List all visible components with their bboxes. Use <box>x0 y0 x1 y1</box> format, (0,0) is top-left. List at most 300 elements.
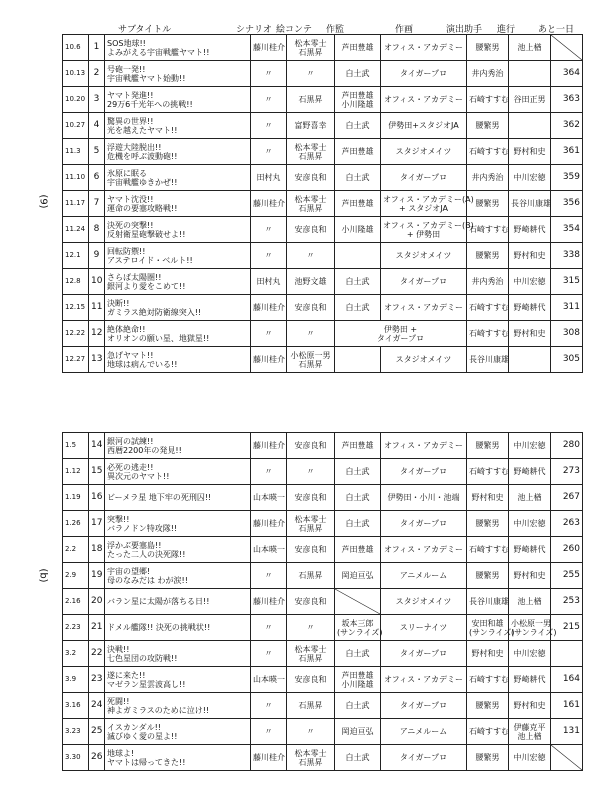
episode-title <box>105 165 251 191</box>
table-row <box>63 693 583 719</box>
studio-cell <box>381 61 467 87</box>
studio-line: オフィス・アカデミー(B) <box>383 220 474 230</box>
header-assistdir: 演出助手 <box>446 25 483 35</box>
assistdir-cell <box>467 113 509 139</box>
scenario-cell <box>251 667 287 693</box>
animdir-line: 芦田豊雄 <box>341 90 374 100</box>
scenario-line: 〃 <box>264 727 273 736</box>
episode-number: 2 <box>89 61 105 87</box>
title-line: 宇宙戦艦ゆきかぜ!! <box>107 177 178 187</box>
progress-line: 野村和史 <box>513 329 546 338</box>
remaining-days: 308 <box>551 321 583 347</box>
episode-number: 16 <box>89 485 105 511</box>
title-line: 急げヤマト!! <box>107 350 154 360</box>
progress-cell <box>509 321 551 347</box>
assistdir-line: 腰繁男 <box>475 571 500 580</box>
progress-cell <box>509 295 551 321</box>
title-line: バラン星に太陽が落ちる日!! <box>107 597 210 606</box>
storyboard-line: 石黒昇 <box>298 757 323 767</box>
animdir-line: タイガープロ <box>376 333 425 343</box>
progress-line: 長谷川康雄 <box>511 199 551 208</box>
assistdir-line: 井内秀治 <box>471 277 504 286</box>
animdir-line: 白土武 <box>345 753 370 762</box>
storyboard-line: 〃 <box>306 467 315 476</box>
progress-cell <box>509 35 551 61</box>
assistdir-line: 石崎すすむ <box>469 727 510 736</box>
episode-number: 10 <box>89 269 105 295</box>
scenario-line: 藤川桂介 <box>253 441 285 450</box>
air-date: 1.26 <box>63 511 89 537</box>
studio-line: + 伊勢田 <box>406 229 441 239</box>
storyboard-cell <box>287 217 335 243</box>
scenario-line: 〃 <box>264 623 273 632</box>
air-date: 2.2 <box>63 537 89 563</box>
remaining-days: 356 <box>551 191 583 217</box>
assistdir-cell <box>467 511 509 537</box>
studio-line: 伊勢田・小川・池端 <box>387 493 460 502</box>
animdir-cell <box>335 667 381 693</box>
schedule-table-top <box>62 34 583 373</box>
scenario-line: 藤川桂介 <box>253 303 285 312</box>
scenario-line: 〃 <box>264 329 273 338</box>
animdir-line: 白土武 <box>345 121 370 130</box>
scenario-line: 〃 <box>264 95 273 104</box>
animdir-cell <box>335 615 381 641</box>
animdir-line: 岡迫亘弘 <box>341 727 374 736</box>
studio-line: タイガープロ <box>399 277 448 286</box>
episode-number: 15 <box>89 459 105 485</box>
animdir-cell <box>335 217 381 243</box>
title-line: マゼラン星雲波高し!! <box>107 679 186 689</box>
studio-cell <box>381 459 467 485</box>
empty-cell-slash <box>335 589 380 614</box>
title-line: 浮遊大陸脱出!! <box>107 142 162 152</box>
remaining-days: 354 <box>551 217 583 243</box>
table-row <box>63 295 583 321</box>
animdir-line: 白土武 <box>345 303 370 312</box>
header-animdir: 作監 <box>326 25 345 35</box>
table-row <box>63 87 583 113</box>
progress-line: 中川宏徳 <box>513 441 546 450</box>
studio-cell <box>381 347 467 373</box>
air-date: 12.22 <box>63 321 89 347</box>
scenario-cell <box>251 61 287 87</box>
progress-line: 野崎耕代 <box>513 545 546 554</box>
animdir-line: 白土武 <box>345 493 370 502</box>
studio-cell <box>381 589 467 615</box>
progress-line: 中川宏徳 <box>513 753 546 762</box>
animdir-line: 芦田豊雄 <box>341 199 374 208</box>
table-row <box>63 511 583 537</box>
table-row <box>63 615 583 641</box>
storyboard-cell <box>287 537 335 563</box>
episode-number: 19 <box>89 563 105 589</box>
assistdir-line: 長谷川康雄 <box>469 597 509 606</box>
studio-line: スタジオメイツ <box>395 355 452 364</box>
episode-title <box>105 667 251 693</box>
scenario-cell <box>251 459 287 485</box>
storyboard-line: 石黒昇 <box>298 95 323 104</box>
air-date: 1.5 <box>63 433 89 459</box>
scenario-cell <box>251 537 287 563</box>
side-label-bottom: (b) <box>37 568 49 583</box>
animdir-cell <box>335 113 381 139</box>
assistdir-cell <box>467 433 509 459</box>
title-line: 必死の逃走!! <box>107 462 154 472</box>
storyboard-cell <box>287 745 335 771</box>
assistdir-line: 石崎すすむ <box>469 467 510 476</box>
header-remaining: あと一日 <box>538 25 575 35</box>
table-row <box>63 165 583 191</box>
animdir-line: 白土武 <box>345 277 370 286</box>
air-date: 1.19 <box>63 485 89 511</box>
assistdir-line: 石崎すすむ <box>469 95 510 104</box>
scenario-cell <box>251 87 287 113</box>
studio-cell <box>381 269 467 295</box>
episode-number: 8 <box>89 217 105 243</box>
storyboard-line: 小松原一男 <box>290 350 331 360</box>
assistdir-cell <box>467 87 509 113</box>
scenario-line: 藤川桂介 <box>253 355 285 364</box>
remaining-days: 315 <box>551 269 583 295</box>
scenario-cell <box>251 615 287 641</box>
remaining-days: 164 <box>551 667 583 693</box>
progress-cell <box>509 347 551 373</box>
animdir-line: 白土武 <box>345 649 370 658</box>
remaining-days: 364 <box>551 61 583 87</box>
scenario-line: 田村丸 <box>256 173 281 182</box>
title-line: 遂に来た!! <box>107 670 146 680</box>
assistdir-cell <box>467 485 509 511</box>
scenario-line: 藤川桂介 <box>253 199 285 208</box>
scenario-cell <box>251 693 287 719</box>
assistdir-line: 安田和雄 <box>471 618 504 628</box>
assistdir-line: 石崎すすむ <box>469 329 510 338</box>
episode-number: 1 <box>89 35 105 61</box>
assistdir-line: 腰繁男 <box>475 121 500 130</box>
scenario-cell <box>251 347 287 373</box>
title-line: 宇宙の望郷! <box>107 566 151 576</box>
air-date: 2.16 <box>63 589 89 615</box>
episode-title <box>105 217 251 243</box>
progress-cell <box>509 719 551 745</box>
assistdir-cell <box>467 61 509 87</box>
progress-line: 中川宏徳 <box>513 519 546 528</box>
storyboard-line: 石黒昇 <box>298 523 323 533</box>
progress-cell <box>509 269 551 295</box>
title-line: 回転防禦!! <box>107 246 146 256</box>
episode-title <box>105 269 251 295</box>
table-row <box>63 745 583 771</box>
assistdir-cell <box>467 165 509 191</box>
storyboard-cell <box>287 459 335 485</box>
storyboard-cell <box>287 433 335 459</box>
air-date: 3.9 <box>63 667 89 693</box>
episode-number: 21 <box>89 615 105 641</box>
storyboard-cell <box>287 615 335 641</box>
title-line: アステロイド・ベルト!! <box>107 255 193 265</box>
studio-line: スタジオメイツ <box>395 597 452 606</box>
progress-line: (サンライズ) <box>511 627 557 637</box>
remaining-days <box>551 641 583 667</box>
assistdir-line: 腰繁男 <box>475 199 500 208</box>
storyboard-line: 安彦良和 <box>294 173 327 182</box>
storyboard-line: 安彦良和 <box>294 441 327 450</box>
studio-line: タイガープロ <box>399 753 448 762</box>
studio-line: オフィス・アカデミー <box>383 95 464 104</box>
storyboard-cell <box>287 269 335 295</box>
assistdir-line: 井内秀治 <box>471 69 504 78</box>
progress-cell <box>509 139 551 165</box>
storyboard-line: 安彦良和 <box>294 675 327 684</box>
animdir-cell <box>335 321 467 347</box>
progress-cell <box>509 61 551 87</box>
studio-cell <box>381 615 467 641</box>
scenario-line: 藤川桂介 <box>253 43 285 52</box>
air-date: 3.2 <box>63 641 89 667</box>
storyboard-line: 松本零士 <box>294 142 327 152</box>
storyboard-cell <box>287 61 335 87</box>
storyboard-line: 富野喜幸 <box>294 121 327 130</box>
remaining-days: 273 <box>551 459 583 485</box>
remaining-days: 338 <box>551 243 583 269</box>
progress-line: 野村和史 <box>513 701 546 710</box>
progress-line: 池上楢 <box>517 493 542 502</box>
remaining-days: 359 <box>551 165 583 191</box>
storyboard-cell <box>287 719 335 745</box>
title-line: 29万6千光年への挑戦!! <box>107 99 193 109</box>
progress-line: 池上楢 <box>517 731 542 741</box>
scenario-cell <box>251 217 287 243</box>
remaining-days: 363 <box>551 87 583 113</box>
title-line: ビーメラ星 地下牢の死刑囚!! <box>107 493 212 502</box>
progress-line: 野崎耕代 <box>513 675 546 684</box>
assistdir-line: 腰繁男 <box>475 753 500 762</box>
scenario-cell <box>251 485 287 511</box>
assistdir-cell <box>467 719 509 745</box>
progress-cell <box>509 563 551 589</box>
animdir-cell <box>335 139 381 165</box>
storyboard-line: 松本零士 <box>294 514 327 524</box>
assistdir-cell <box>467 139 509 165</box>
assistdir-cell <box>467 693 509 719</box>
assistdir-cell <box>467 615 515 641</box>
scenario-line: 藤川桂介 <box>253 597 285 606</box>
table-row <box>63 191 583 217</box>
studio-line: アニメルーム <box>399 727 448 736</box>
progress-cell <box>509 191 551 217</box>
scenario-cell <box>251 589 287 615</box>
remaining-days: 362 <box>551 113 583 139</box>
remaining-days: 305 <box>551 347 583 373</box>
table-row <box>63 641 583 667</box>
scenario-line: 山本暎一 <box>253 675 285 684</box>
animdir-line: 芦田豊雄 <box>341 545 374 554</box>
title-line: たった二人の決死隊!! <box>107 549 186 559</box>
title-line: ヤマト沈没!! <box>107 194 154 204</box>
storyboard-line: 松本零士 <box>294 194 327 204</box>
scenario-cell <box>251 719 287 745</box>
episode-title <box>105 615 251 641</box>
table-row <box>63 321 583 347</box>
table-row <box>63 719 583 745</box>
animdir-line: 岡迫亘弘 <box>341 571 374 580</box>
episode-title <box>105 719 251 745</box>
title-line: 異次元のヤマト!! <box>107 471 170 481</box>
progress-line: 谷田正男 <box>513 95 546 104</box>
storyboard-cell <box>287 589 335 615</box>
storyboard-line: 〃 <box>306 329 315 338</box>
scenario-cell <box>251 191 287 217</box>
animdir-line: 小川隆雄 <box>341 679 374 689</box>
title-line: 母のなみだは わが涙!! <box>107 575 188 585</box>
animdir-line: 芦田豊雄 <box>341 670 374 680</box>
storyboard-line: 松本零士 <box>294 748 327 758</box>
progress-cell <box>509 745 551 771</box>
studio-cell <box>381 35 467 61</box>
progress-line: 野崎耕代 <box>513 303 546 312</box>
storyboard-line: 松本零士 <box>294 38 327 48</box>
air-date: 10.27 <box>63 113 89 139</box>
side-label-top: (9) <box>37 194 49 209</box>
progress-line: 野村和史 <box>513 571 546 580</box>
episode-number: 13 <box>89 347 105 373</box>
animdir-cell <box>335 35 381 61</box>
table-row <box>63 485 583 511</box>
scenario-cell <box>251 433 287 459</box>
storyboard-line: 石黒昇 <box>298 359 323 369</box>
storyboard-cell <box>287 191 335 217</box>
episode-number: 6 <box>89 165 105 191</box>
assistdir-cell <box>467 537 509 563</box>
title-line: さらば太陽圏!! <box>107 272 162 282</box>
table-row <box>63 35 583 61</box>
scenario-line: 〃 <box>264 121 273 130</box>
table-row <box>63 61 583 87</box>
storyboard-cell <box>287 347 335 373</box>
assistdir-line: 野村和史 <box>471 649 504 658</box>
animdir-line: (サンライズ) <box>337 627 383 637</box>
progress-cell <box>509 433 551 459</box>
title-line: バラノドン特攻隊!! <box>107 523 178 533</box>
animdir-line: 白土武 <box>345 69 370 78</box>
studio-line: オフィス・アカデミー(A) <box>383 194 474 204</box>
air-date: 3.16 <box>63 693 89 719</box>
assistdir-line: (サンライズ) <box>469 627 515 637</box>
air-date: 12.1 <box>63 243 89 269</box>
title-line: 滅びゆく愛の星よ!! <box>107 731 178 741</box>
studio-cell <box>381 745 467 771</box>
air-date: 10.13 <box>63 61 89 87</box>
title-line: 死闘!! <box>107 696 130 706</box>
assistdir-cell <box>467 35 509 61</box>
title-line: SOS地球!! <box>107 38 146 48</box>
studio-cell <box>381 295 467 321</box>
studio-cell <box>381 641 467 667</box>
assistdir-cell <box>467 745 509 771</box>
title-line: ヤマトは帰ってきた!! <box>107 757 186 767</box>
animdir-cell <box>335 745 381 771</box>
storyboard-line: 安彦良和 <box>294 225 327 234</box>
studio-cell <box>381 485 467 511</box>
table-row <box>63 667 583 693</box>
storyboard-line: 池野文雄 <box>294 277 327 286</box>
episode-title <box>105 87 251 113</box>
title-line: 浮かぶ要塞島!! <box>107 540 162 550</box>
assistdir-line: 石崎すすむ <box>469 545 510 554</box>
remaining-days: 253 <box>551 589 583 615</box>
progress-cell <box>509 113 551 139</box>
table-row <box>63 139 583 165</box>
storyboard-cell <box>287 35 335 61</box>
scenario-cell <box>251 321 287 347</box>
storyboard-cell <box>287 511 335 537</box>
storyboard-line: 〃 <box>306 251 315 260</box>
episode-number: 20 <box>89 589 105 615</box>
progress-line: 野村和史 <box>513 251 546 260</box>
air-date: 11.10 <box>63 165 89 191</box>
title-line: 神よガミラスのために泣け!! <box>107 705 210 715</box>
storyboard-cell <box>287 139 335 165</box>
episode-title <box>105 113 251 139</box>
studio-cell <box>381 693 467 719</box>
animdir-line: 白土武 <box>345 173 370 182</box>
animdir-cell <box>335 537 381 563</box>
remaining-days: 260 <box>551 537 583 563</box>
episode-title <box>105 641 251 667</box>
scenario-cell <box>251 165 287 191</box>
scenario-cell <box>251 139 287 165</box>
studio-cell <box>381 113 467 139</box>
studio-line: オフィス・アカデミー <box>383 441 464 450</box>
animdir-cell <box>335 485 381 511</box>
title-line: 反射衛星砲撃破せよ!! <box>107 229 186 239</box>
scenario-cell <box>251 295 287 321</box>
schedule-table-bottom <box>62 432 583 771</box>
studio-line: スタジオメイツ <box>395 251 452 260</box>
air-date: 2.23 <box>63 615 89 641</box>
animdir-line: 芦田豊雄 <box>341 43 374 52</box>
title-line: ドメル艦隊!! 決死の挑戦状!! <box>107 623 211 632</box>
table-row <box>63 113 583 139</box>
storyboard-line: 石黒昇 <box>298 47 323 57</box>
storyboard-cell <box>287 87 335 113</box>
studio-cell <box>381 87 467 113</box>
scenario-line: 山本暎一 <box>253 545 285 554</box>
air-date: 3.23 <box>63 719 89 745</box>
table-row <box>63 459 583 485</box>
assistdir-line: 腰繁男 <box>475 701 500 710</box>
studio-cell <box>381 243 467 269</box>
studio-cell <box>381 719 467 745</box>
animdir-cell <box>335 641 381 667</box>
episode-title <box>105 61 251 87</box>
remaining-days: 263 <box>551 511 583 537</box>
table-row <box>63 243 583 269</box>
title-line: ヤマト発進!! <box>107 90 154 100</box>
animdir-line: 芦田豊雄 <box>341 147 374 156</box>
assistdir-cell <box>467 269 509 295</box>
air-date: 3.30 <box>63 745 89 771</box>
header-progress: 進行 <box>497 25 516 35</box>
episode-title <box>105 321 251 347</box>
air-date: 2.9 <box>63 563 89 589</box>
progress-cell <box>509 537 551 563</box>
animdir-cell <box>335 191 381 217</box>
animdir-cell <box>335 719 381 745</box>
storyboard-cell <box>287 667 335 693</box>
table-row <box>63 217 583 243</box>
